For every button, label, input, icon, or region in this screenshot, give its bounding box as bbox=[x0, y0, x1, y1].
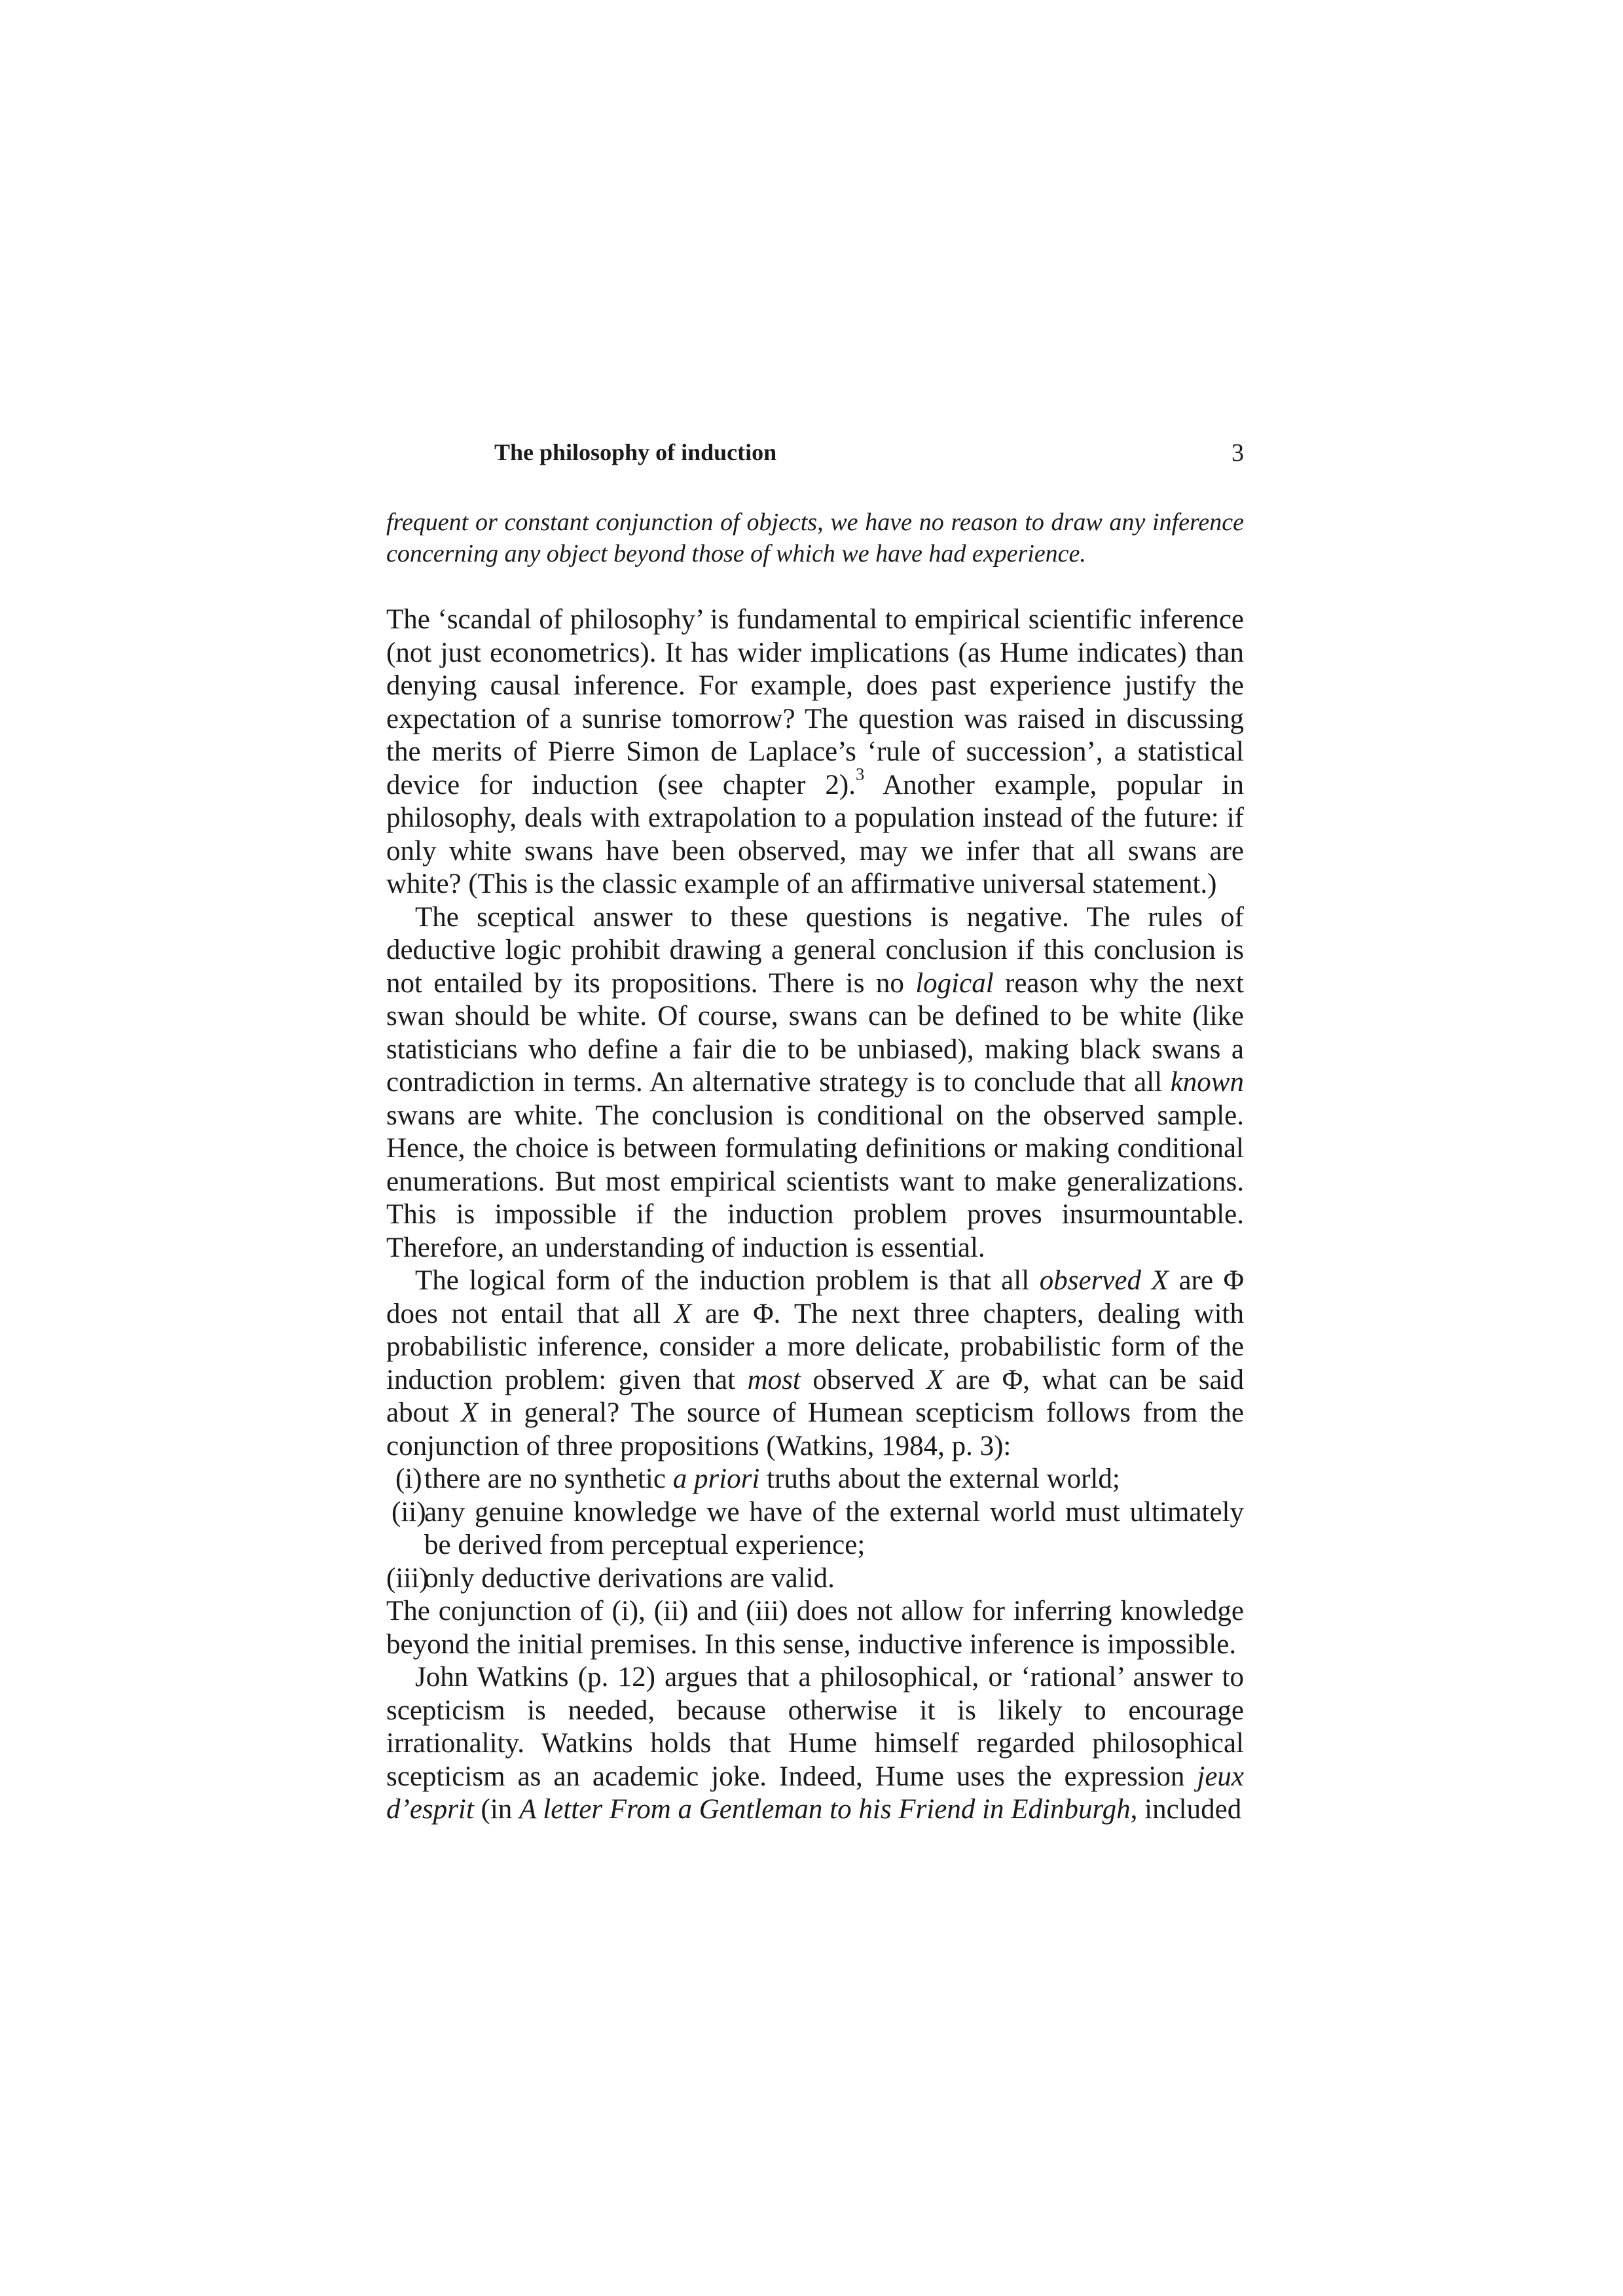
running-title: The philosophy of induction bbox=[494, 439, 777, 465]
paragraph-5: John Watkins (p. 12) argues that a philosophical, or ‘rational’ answer to scepticism is needed, because otherwise it is likely to encourage irrationality. Watkins holds that Hume himself regarded philosophical scepticism as an academic joke. Indeed, Hume uses the expression jeux d’esprit (in A letter From a Gentleman to his Friend in Edinburgh, included bbox=[386, 1662, 1244, 1825]
paragraph-3: The logical form of the induction problem is that all observed X are Φ does not entail that all X are Φ. The next three chapters, dealing with probabilistic inference, consider a more delicate, probabilistic form of the induction problem: given that most observed X are Φ, what can be said about X in general? The source of Humean scepticism follows from the conjunction of three propositions (Watkins, 1984, p. 3): bbox=[386, 1265, 1244, 1462]
list-item: (i) there are no synthetic a priori truths about the external world; bbox=[395, 1463, 1120, 1494]
page bbox=[386, 439, 1244, 1827]
list-item: (iii) only deductive derivations are valid. bbox=[386, 1562, 835, 1594]
page-number: 3 bbox=[1231, 439, 1244, 467]
paragraph-2: The sceptical answer to these questions is negative. The rules of deductive logic prohibit drawing a general conclusion if this conclusion is not entailed by its propositions. There is no logical reason why the next swan should be white. Of course, swans can be defined to be white (like statisticians who define a fair die to be unbiased), making black swans a contradiction in terms. An alternative strategy is to conclude that all known swans are white. The conclusion is conditional on the observed sample. Hence, the choice is between formulating definitions or making conditional enumerations. But most empirical scientists want to make generalizations. This is impossible if the induction problem proves insurmountable. Therefore, an understanding of induction is essential. bbox=[386, 901, 1244, 1263]
paragraph-4: The conjunction of (i), (ii) and (iii) does not allow for inferring knowledge beyond the initial premises. In this sense, inductive inference is impossible. bbox=[386, 1596, 1244, 1660]
running-head bbox=[386, 439, 1244, 478]
propositions-list bbox=[386, 1463, 1244, 1595]
block-quote: frequent or constant conjunction of objects, we have no reason to draw any inference concerning any object beyond those of which we have had experience. bbox=[386, 509, 1244, 567]
list-item: (ii) any genuine knowledge we have of the external world must ultimately be derived from perceptual experience; bbox=[392, 1496, 1244, 1560]
footnote-ref: 3 bbox=[856, 764, 865, 784]
paragraph-1: The ‘scandal of philosophy’ is fundamental to empirical scientific inference (not just econometrics). It has wider implications (as Hume indicates) than denying causal inference. For example, does past experience justify the expectation of a sunrise tomorrow? The question was raised in discussing the merits of Pierre Simon de Laplace’s ‘rule of succession’, a statistical device for induction (see chapter 2).$^3$ Another example, popular in philosophy, deals with extrapolation to a population instead of the future: if only white swans have been observed, may we infer that all swans are white? (This is the classic example of an affirmative universal statement.) bbox=[386, 604, 1244, 899]
